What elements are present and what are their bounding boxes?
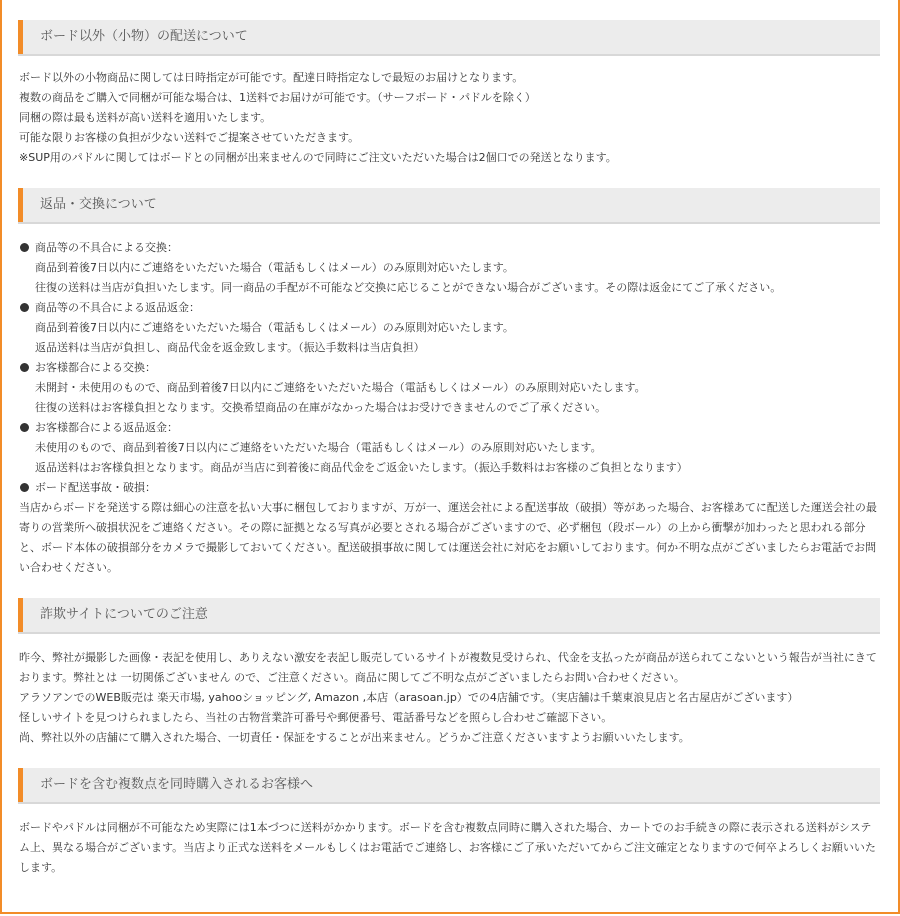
text-line: アラソアンでのWEB販売は 楽天市場, yahooショッピング, Amazon ,本店（arasoan.jp）での4店舗です。（実店舗は千葉東浪見店と名古屋店がございます） [19,691,799,704]
list-item [19,238,881,258]
section-title: ボードを含む複数点を同時購入されるお客様へ [40,777,314,792]
text-line: ※SUP用のパドルに関してはボードとの同梱が出来ませんので同時にご注文いただいた場合は2個口での発送となります。 [19,151,617,164]
bullet-icon [20,303,29,312]
section-header-returns [18,188,880,224]
multi-body [19,818,881,878]
text-line: 複数の商品をご購入で同梱が可能な場合は、1送料でお届けが可能です。（サーフボード・パドルを除く） [19,91,536,104]
returns-body [19,238,881,578]
section-header-multi [18,768,880,804]
text-paragraph: ボードやパドルは同梱が不可能なため実際には1本づつに送料がかかります。ボードを含む複数点同時に購入された場合、カートでのお手続きの際に表示される送料がシステム上、異なる場合がございます。当店より正式な送料をメールもしくはお電話でご連絡し、お客様にご了承いただいてからご注文確定となりますので何卒よろしくお願いいたします。 [19,821,876,874]
fraud-body [19,648,881,748]
item-heading: お客様都合による交換： [35,361,156,374]
accent-bar [18,20,23,54]
item-heading: 商品等の不具合による交換： [35,241,178,254]
list-item [19,358,881,378]
bullet-icon [20,423,29,432]
text-line: 怪しいサイトを見つけられましたら、当社の古物営業許可番号や郵便番号、電話番号などを照らし合わせご確認下さい。 [19,711,613,724]
item-detail: 往復の送料は当店が負担いたします。同一商品の手配が不可能など交換に応じることができない場合がございます。その際は返金にてご了承ください。 [35,281,782,294]
list-item [19,298,881,318]
item-detail: 返品送料は当店が負担し、商品代金を返金致します。（振込手数料は当店負担） [35,341,425,354]
item-detail: 未使用のもので、商品到着後7日以内にご連絡をいただいた場合（電話もしくはメール）のみ原則対応いたします。 [35,441,602,454]
section-header-small-items [18,20,880,56]
text-line: 同梱の際は最も送料が高い送料を適用いたします。 [19,111,272,124]
item-heading: お客様都合による返品返金： [35,421,178,434]
item-detail: 商品到着後7日以内にご連絡をいただいた場合（電話もしくはメール）のみ原則対応いたします。 [35,261,514,274]
item-detail: 未開封・未使用のもので、商品到着後7日以内にご連絡をいただいた場合（電話もしくはメール）のみ原則対応いたします。 [35,381,646,394]
bullet-icon [20,363,29,372]
section-title: 返品・交換について [40,197,157,212]
list-item [19,478,881,498]
accent-bar [18,768,23,802]
item-detail: 返品送料はお客様負担となります。商品が当店に到着後に商品代金をご返金いたします。（振込手数料はお客様のご負担となります） [35,461,688,474]
section-header-fraud [18,598,880,634]
item-heading: ボード配送事故・破損： [35,481,156,494]
item-heading: 商品等の不具合による返品返金： [35,301,200,314]
item-detail: 当店からボードを発送する際は細心の注意を払い大事に梱包しておりますが、万が一、運送会社による配送事故（破損）等があった場合、お客様あてに配送した運送会社の最寄りの営業所へ破損状況をご連絡ください。その際に証拠となる写真が必要とされる場合がございますので、必ず梱包（段ボール）の上から衝撃が加わったと思われる部分と、ボード本体の破損部分をカメラで撮影しておいてください。配送破損事故に関しては運送会社に対応をお願いしております。何か不明な点がございましたらお電話でお問い合わせください。 [19,501,877,574]
text-line: 可能な限りお客様の負担が少ない送料でご提案させていただきます。 [19,131,360,144]
small-items-body [19,68,881,168]
text-paragraph: 昨今、弊社が撮影した画像・表記を使用し、ありえない激安を表記し販売しているサイトが複数見受けられ、代金を支払ったが商品が送られてこないという報告が当社にきております。弊社とは 一切関係ございません ので、ご注意ください。商品に関してご不明な点がございましたらお問い合わせください。 [19,651,877,684]
item-detail: 商品到着後7日以内にご連絡をいただいた場合（電話もしくはメール）のみ原則対応いたします。 [35,321,514,334]
bullet-icon [20,243,29,252]
text-line: 尚、弊社以外の店舗にて購入された場合、一切責任・保証をすることが出来ません。どうかご注意くださいますようお願いいたします。 [19,731,690,744]
section-title: 詐欺サイトについてのご注意 [40,607,208,622]
text-line: ボード以外の小物商品に関しては日時指定が可能です。配達日時指定なしで最短のお届けとなります。 [19,71,524,84]
item-detail: 往復の送料はお客様負担となります。交換希望商品の在庫がなかった場合はお受けできませんのでご了承ください。 [35,401,607,414]
accent-bar [18,188,23,222]
accent-bar [18,598,23,632]
list-item [19,418,881,438]
bullet-icon [20,483,29,492]
section-title: ボード以外（小物）の配送について [40,29,248,44]
